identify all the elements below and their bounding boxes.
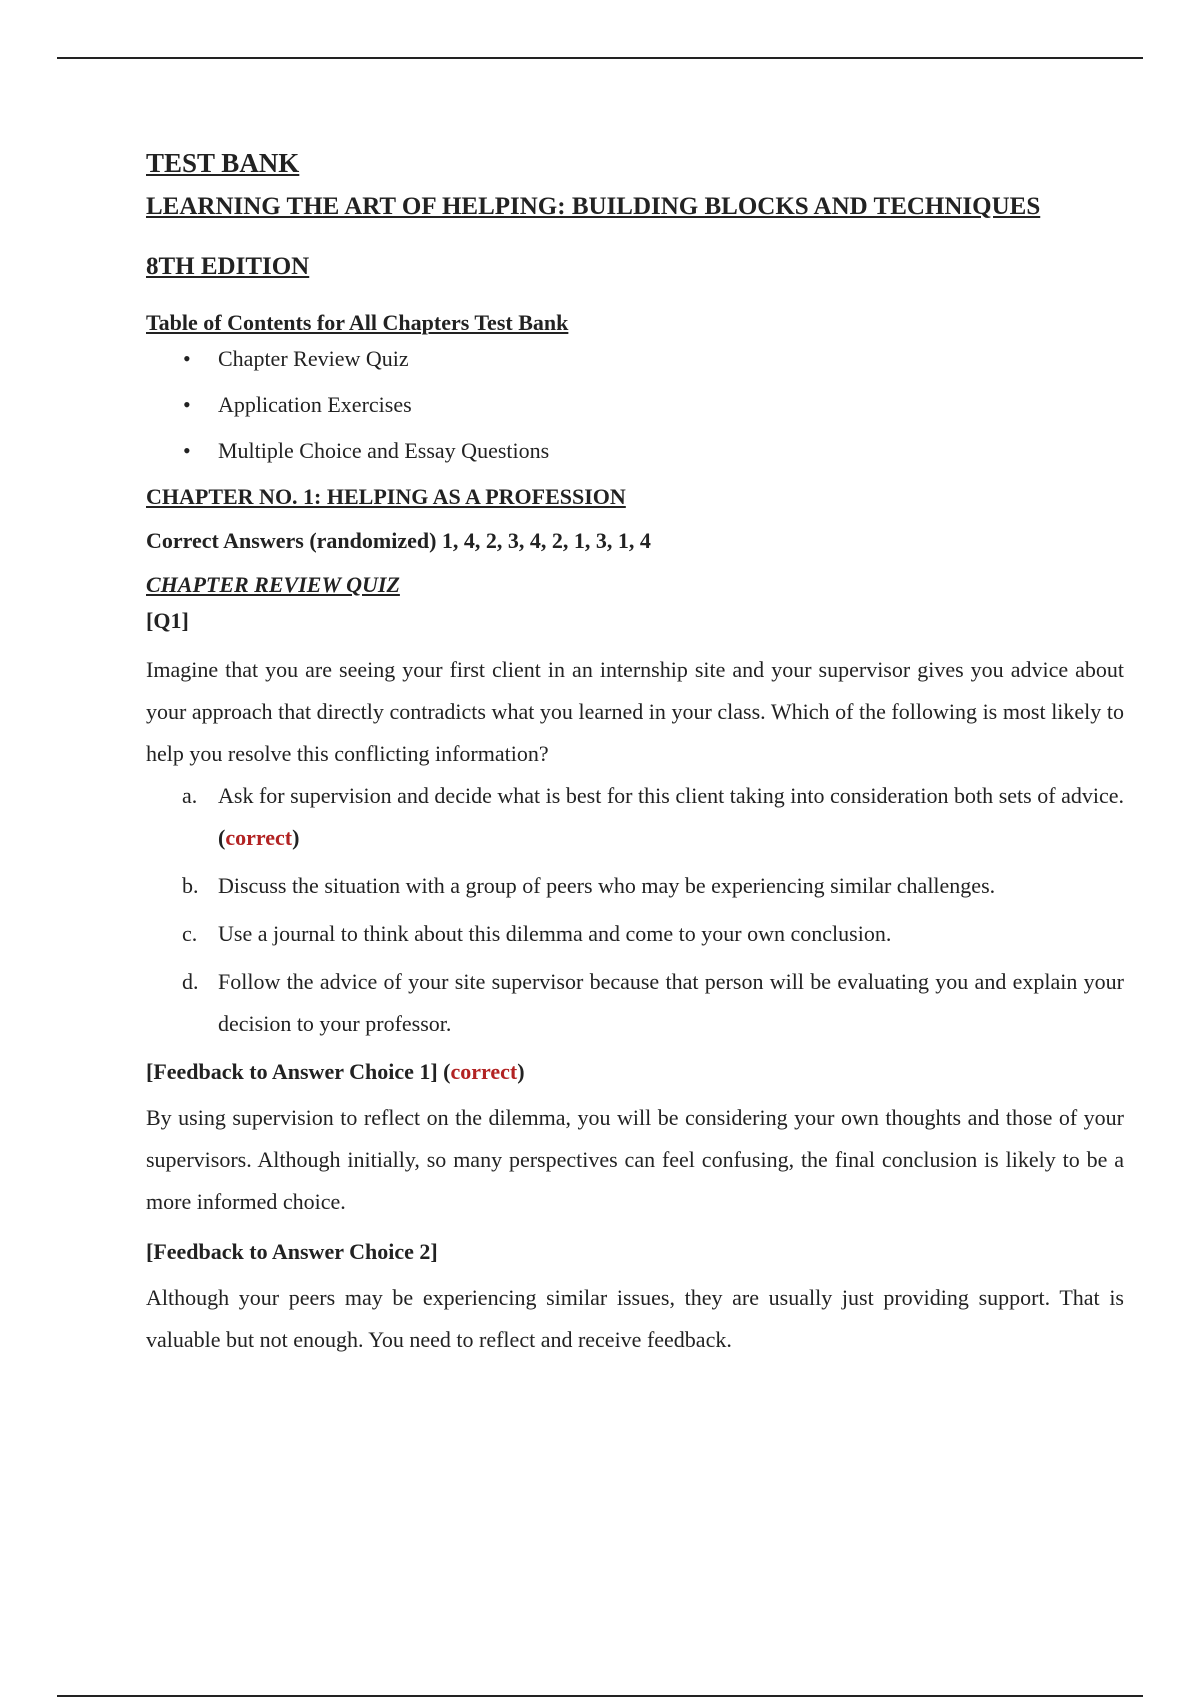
top-rule	[57, 57, 1143, 59]
answer-option-a	[146, 775, 1124, 859]
answer-options	[146, 775, 1124, 1045]
toc-item-label: Application Exercises	[218, 392, 412, 417]
feedback-heading-label: [Feedback to Answer Choice 2]	[146, 1239, 438, 1264]
correct-answers-line: Correct Answers (randomized) 1, 4, 2, 3, 4, 2, 1, 3, 1, 4	[146, 528, 651, 553]
toc-list	[146, 344, 1124, 466]
bullet-icon: •	[183, 392, 191, 417]
toc-heading: Table of Contents for All Chapters Test Bank	[146, 310, 569, 335]
chapter-heading: CHAPTER NO. 1: HELPING AS A PROFESSION	[146, 484, 626, 509]
option-text: Follow the advice of your site supervisor because that person will be evaluating you and explain your decision to your professor.	[218, 969, 1124, 1036]
question-label: [Q1]	[146, 608, 189, 633]
feedback-heading-label: [Feedback to Answer Choice 1]	[146, 1059, 438, 1084]
question-text: Imagine that you are seeing your first client in an internship site and your supervisor gives you advice about your approach that directly contradicts what you learned in your class. Which of the following is most likely to help you resolve this conflicting information?	[146, 657, 1124, 766]
document-body	[146, 145, 1124, 1361]
option-letter: a.	[182, 783, 198, 808]
answer-option-b	[146, 865, 1124, 907]
feedback-text-1: By using supervision to reflect on the dilemma, you will be considering your own thoughts and those of your supervisors. Although initially, so many perspectives can feel confusing, the final conclusion is likely to be a more informed choice.	[146, 1105, 1124, 1214]
feedback-heading-2	[146, 1237, 1124, 1267]
option-letter: c.	[182, 921, 198, 946]
option-text: Ask for supervision and decide what is best for this client taking into consideration both sets of advice.	[218, 783, 1124, 808]
toc-item-label: Chapter Review Quiz	[218, 346, 409, 371]
paren-open: (	[437, 1059, 451, 1084]
book-title: LEARNING THE ART OF HELPING: BUILDING BLOCKS AND TECHNIQUES	[146, 193, 1041, 220]
feedback-heading-1	[146, 1057, 1124, 1087]
toc-item	[146, 436, 1124, 466]
paren-close: )	[292, 825, 300, 850]
toc-item	[146, 344, 1124, 374]
option-text: Discuss the situation with a group of peers who may be experiencing similar challenges.	[218, 873, 996, 898]
option-letter: b.	[182, 873, 199, 898]
answer-option-d	[146, 961, 1124, 1045]
feedback-text-2: Although your peers may be experiencing similar issues, they are usually just providing support. That is valuable but not enough. You need to reflect and receive feedback.	[146, 1285, 1124, 1352]
bullet-icon: •	[183, 438, 191, 463]
bullet-icon: •	[183, 346, 191, 371]
correct-marker: correct	[225, 825, 293, 850]
toc-item	[146, 390, 1124, 420]
test-bank-heading: TEST BANK	[146, 148, 300, 178]
option-text: Use a journal to think about this dilemma and come to your own conclusion.	[218, 921, 892, 946]
paren-open: (	[218, 825, 226, 850]
toc-item-label: Multiple Choice and Essay Questions	[218, 438, 550, 463]
option-letter: d.	[182, 969, 199, 994]
correct-marker: correct	[450, 1059, 518, 1084]
quiz-heading: CHAPTER REVIEW QUIZ	[146, 572, 400, 597]
answer-option-c	[146, 913, 1124, 955]
paren-close: )	[517, 1059, 525, 1084]
bottom-rule	[57, 1695, 1143, 1697]
edition-heading: 8TH EDITION	[146, 253, 310, 280]
